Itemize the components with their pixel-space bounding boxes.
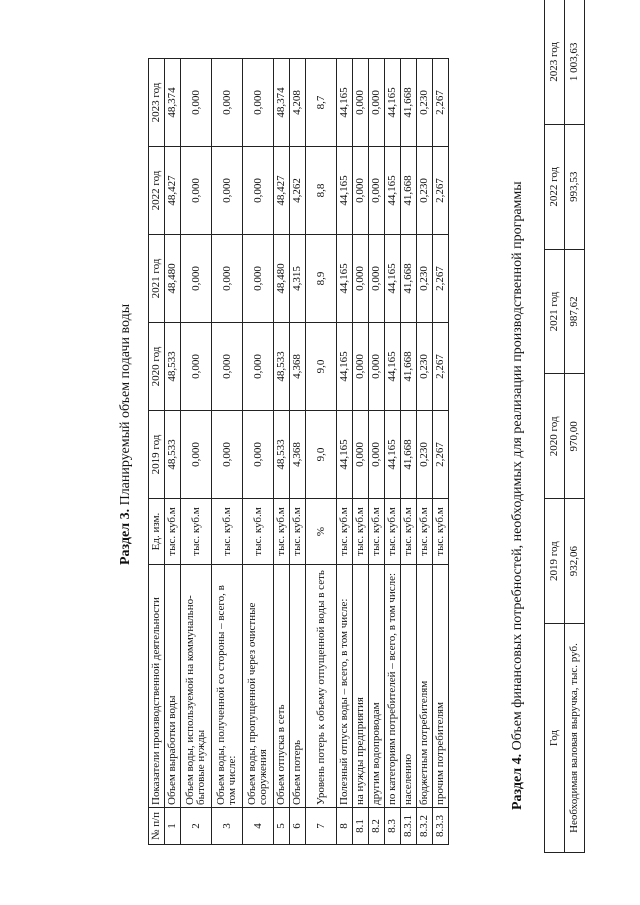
table-cell: 0,000 (212, 235, 243, 323)
table-cell: тыс. куб.м (353, 499, 369, 565)
table-cell: 41,668 (401, 235, 417, 323)
header-cell: 2022 год (149, 147, 165, 235)
table-header-row (149, 59, 165, 845)
table-cell: 4,368 (290, 323, 306, 411)
header-cell: 2023 год (149, 59, 165, 147)
table-cell: 41,668 (401, 411, 417, 499)
table-cell: 2,267 (433, 235, 449, 323)
table-cell: 0,000 (181, 59, 212, 147)
table-cell: 48,374 (274, 59, 290, 147)
table-cell: Объем воды, используемой на коммунально-бытовые нужды (181, 565, 212, 808)
table-cell: 1 003,63 (565, 0, 585, 124)
table-row (385, 59, 401, 845)
table-cell: 44,165 (337, 147, 353, 235)
table-cell: тыс. куб.м (401, 499, 417, 565)
table-cell: Уровень потерь к объему отпущенной воды в сеть (306, 565, 337, 808)
table-cell: 0,000 (212, 147, 243, 235)
table-cell: 44,165 (337, 59, 353, 147)
table-cell: тыс. куб.м (274, 499, 290, 565)
table-cell: 0,000 (369, 411, 385, 499)
table-cell: 0,000 (181, 323, 212, 411)
table-cell: 8,7 (306, 59, 337, 147)
table-cell: 2,267 (433, 59, 449, 147)
table-cell: 44,165 (385, 411, 401, 499)
table-cell: тыс. куб.м (243, 499, 274, 565)
table-cell: Объем выработки воды (165, 565, 181, 808)
header-cell: Год (545, 624, 565, 853)
table-cell: тыс. куб.м (417, 499, 433, 565)
table-row (306, 59, 337, 845)
table-cell: 0,000 (369, 59, 385, 147)
table-cell: 8.1 (353, 808, 369, 845)
table-cell: 0,230 (417, 411, 433, 499)
table-cell: 5 (274, 808, 290, 845)
table-cell: 0,000 (369, 147, 385, 235)
header-cell: Ед. изм. (149, 499, 165, 565)
table-cell: 8.2 (369, 808, 385, 845)
table-cell: Объем воды, полученной со стороны – всего, в том числе: (212, 565, 243, 808)
table-cell: 6 (290, 808, 306, 845)
table-header-row (545, 0, 565, 853)
table-cell: 3 (212, 808, 243, 845)
table-cell: 0,000 (243, 411, 274, 499)
table-cell: 9,0 (306, 411, 337, 499)
table-cell: другим водопроводам (369, 565, 385, 808)
table-cell: 993,53 (565, 124, 585, 249)
table-cell: по категориям потребителей – всего, в том числе: (385, 565, 401, 808)
table-cell: 4 (243, 808, 274, 845)
table-cell: тыс. куб.м (385, 499, 401, 565)
table-cell: 8.3.1 (401, 808, 417, 845)
table-cell: 44,165 (337, 235, 353, 323)
table-cell: 1 (165, 808, 181, 845)
table-cell: бюджетным потребителям (417, 565, 433, 808)
table-cell: 970,00 (565, 374, 585, 499)
header-cell: 2020 год (545, 374, 565, 499)
table-row (353, 59, 369, 845)
table-cell: тыс. куб.м (290, 499, 306, 565)
header-cell: 2022 год (545, 124, 565, 249)
header-cell: 2021 год (545, 249, 565, 374)
table-cell: 7 (306, 808, 337, 845)
table-row (337, 59, 353, 845)
table-cell: 4,368 (290, 411, 306, 499)
table-cell: 0,230 (417, 235, 433, 323)
table-row (274, 59, 290, 845)
table-cell: 0,000 (243, 59, 274, 147)
table-row (433, 59, 449, 845)
table-cell: 48,374 (165, 59, 181, 147)
table-row (243, 59, 274, 845)
header-cell: Показатели производственной деятельности (149, 565, 165, 808)
table-cell: 0,230 (417, 323, 433, 411)
header-cell: 2019 год (545, 499, 565, 624)
table-cell: 0,000 (353, 411, 369, 499)
table-cell: 48,533 (274, 323, 290, 411)
table-cell: 41,668 (401, 59, 417, 147)
table-cell: тыс. куб.м (337, 499, 353, 565)
header-cell: 2020 год (149, 323, 165, 411)
table-row (181, 59, 212, 845)
header-cell: 2019 год (149, 411, 165, 499)
table-cell: 0,000 (369, 235, 385, 323)
table-cell: 987,62 (565, 249, 585, 374)
table-cell: 8 (337, 808, 353, 845)
table-cell: 0,000 (353, 235, 369, 323)
section4-title (510, 181, 526, 810)
table-cell: Объем потерь (290, 565, 306, 808)
table-cell: 0,000 (212, 59, 243, 147)
table-cell: Полезный отпуск воды – всего, в том числе: (337, 565, 353, 808)
table-cell: 8.3.3 (433, 808, 449, 845)
table-cell: 2 (181, 808, 212, 845)
table-row (369, 59, 385, 845)
table-cell: 932,06 (565, 499, 585, 624)
table-cell: 44,165 (337, 411, 353, 499)
financial-needs-table (544, 0, 585, 853)
table-cell: 48,533 (165, 323, 181, 411)
table-cell: 48,427 (274, 147, 290, 235)
table-cell: 0,000 (181, 235, 212, 323)
table-cell: 0,000 (181, 411, 212, 499)
table-cell: 2,267 (433, 147, 449, 235)
table-cell: 4,315 (290, 235, 306, 323)
section3-title-text: Планируемый объем подачи воды (118, 303, 133, 509)
table-cell: 0,000 (212, 323, 243, 411)
table-cell: 9,0 (306, 323, 337, 411)
table-cell: тыс. куб.м (433, 499, 449, 565)
table-cell: тыс. куб.м (369, 499, 385, 565)
table-cell: тыс. куб.м (212, 499, 243, 565)
table-cell: 44,165 (337, 323, 353, 411)
table-row (212, 59, 243, 845)
header-cell: 2021 год (149, 235, 165, 323)
table-cell: 8.3 (385, 808, 401, 845)
table-cell: 2,267 (433, 411, 449, 499)
table-cell: 0,000 (353, 147, 369, 235)
table-cell: 41,668 (401, 323, 417, 411)
table-cell: 48,480 (165, 235, 181, 323)
section4-title-number: Раздел 4. (510, 753, 525, 810)
table-cell: 0,230 (417, 59, 433, 147)
header-cell: 2023 год (545, 0, 565, 124)
table-row (290, 59, 306, 845)
section3-title (118, 304, 134, 565)
table-cell: 44,165 (385, 59, 401, 147)
table-cell: 44,165 (385, 147, 401, 235)
table-cell: 0,000 (243, 235, 274, 323)
table-cell: 8,9 (306, 235, 337, 323)
table-row (165, 59, 181, 845)
water-supply-table-body (165, 59, 449, 845)
table-cell: прочим потребителям (433, 565, 449, 808)
table-row (417, 59, 433, 845)
table-row (565, 0, 585, 853)
table-cell: тыс. куб.м (181, 499, 212, 565)
table-cell: 0,000 (243, 147, 274, 235)
table-cell: 8,8 (306, 147, 337, 235)
table-cell: 0,230 (417, 147, 433, 235)
section4-title-text: Объем финансовых потребностей, необходимых для реализации производственной программы (510, 181, 525, 754)
table-cell: 4,262 (290, 147, 306, 235)
table-cell: 0,000 (353, 323, 369, 411)
table-cell: 44,165 (385, 235, 401, 323)
table-cell: 48,533 (274, 411, 290, 499)
table-cell: 41,668 (401, 147, 417, 235)
table-cell: 4,208 (290, 59, 306, 147)
table-cell: 0,000 (243, 323, 274, 411)
table-cell: 48,480 (274, 235, 290, 323)
table-cell: тыс. куб.м (165, 499, 181, 565)
table-cell: 44,165 (385, 323, 401, 411)
header-cell: № п/п (149, 808, 165, 845)
table-cell: 48,533 (165, 411, 181, 499)
table-cell: населению (401, 565, 417, 808)
table-cell: Объем отпуска в сеть (274, 565, 290, 808)
table-cell: Объем воды, пропущенной через очистные сооружения (243, 565, 274, 808)
table-cell: 48,427 (165, 147, 181, 235)
table-row (401, 59, 417, 845)
table-cell: 0,000 (353, 59, 369, 147)
water-supply-table (148, 58, 449, 845)
table-cell: 0,000 (181, 147, 212, 235)
table-cell: 0,000 (369, 323, 385, 411)
table-cell: 0,000 (212, 411, 243, 499)
table-cell: на нужды предприятия (353, 565, 369, 808)
table-cell: 2,267 (433, 323, 449, 411)
table-cell: Необходимая валовая выручка, тыс. руб. (565, 624, 585, 853)
section3-title-number: Раздел 3. (118, 508, 133, 565)
table-cell: 8.3.2 (417, 808, 433, 845)
table-cell: % (306, 499, 337, 565)
